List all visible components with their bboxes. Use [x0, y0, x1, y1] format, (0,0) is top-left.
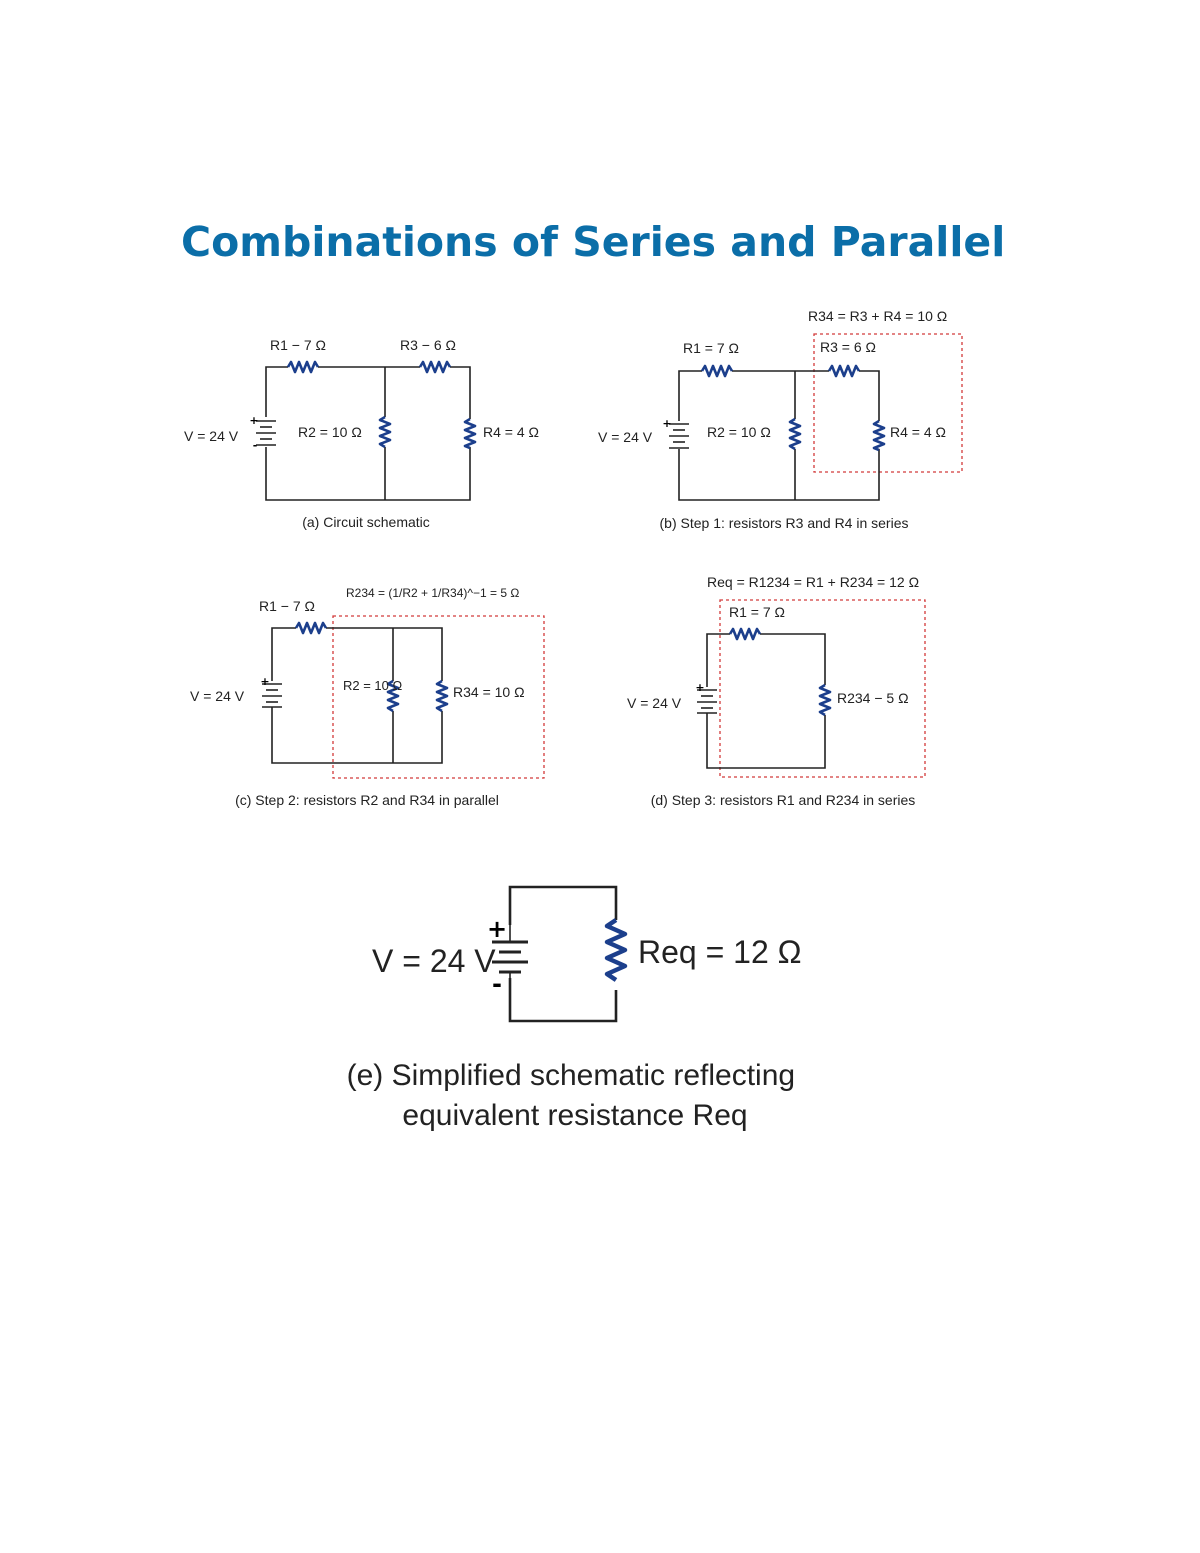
svg-text:+: +	[249, 414, 259, 427]
resistor-r234-symbol	[820, 685, 830, 715]
svg-text:-: -	[492, 970, 502, 998]
label-r1: R1 − 7 Ω	[259, 598, 315, 614]
panel-c	[190, 586, 544, 808]
resistor-r4-symbol	[874, 421, 884, 450]
panel-b	[598, 308, 962, 531]
label-voltage: V = 24 V	[372, 943, 496, 979]
label-voltage: V = 24 V	[627, 695, 682, 711]
svg-text:+: +	[695, 681, 705, 694]
resistor-r1-symbol	[702, 366, 732, 376]
label-r2: R2 = 10 Ω	[343, 678, 403, 693]
svg-text:-: -	[252, 439, 258, 452]
label-req: Req = 12 Ω	[638, 934, 802, 970]
label-r1: R1 = 7 Ω	[683, 340, 739, 356]
svg-text:+: +	[260, 675, 270, 688]
label-r34: R34 = 10 Ω	[453, 684, 525, 700]
label-r234: R234 − 5 Ω	[837, 690, 909, 706]
label-r2: R2 = 10 Ω	[707, 424, 771, 440]
svg-text:+: +	[662, 417, 672, 430]
label-r4: R4 = 4 Ω	[890, 424, 946, 440]
resistor-r1-symbol	[288, 362, 318, 372]
resistor-r34-symbol	[437, 681, 447, 711]
caption-e-line-2: equivalent resistance Req	[402, 1099, 748, 1132]
battery-symbol	[662, 417, 689, 448]
resistor-r3-symbol	[829, 366, 859, 376]
caption-e-line-1: (e) Simplified schematic reflecting	[346, 1059, 796, 1092]
resistor-r3-symbol	[420, 362, 450, 372]
resistor-r1-symbol	[296, 623, 326, 633]
resistor-r2-symbol	[790, 419, 800, 449]
page-title: Combinations of Series and Parallel	[181, 218, 1006, 266]
resistor-r2-symbol	[380, 417, 390, 447]
resistor-req-symbol	[607, 920, 625, 980]
label-voltage: V = 24 V	[184, 428, 239, 444]
caption-e	[347, 1059, 804, 1132]
panel-d	[627, 574, 925, 808]
resistor-r4-symbol	[465, 419, 475, 448]
label-voltage: V = 24 V	[190, 688, 245, 704]
caption-a: (a) Circuit schematic	[302, 514, 430, 530]
label-r1: R1 − 7 Ω	[270, 337, 326, 353]
label-r34-equation: R34 = R3 + R4 = 10 Ω	[808, 308, 948, 324]
caption-d: (d) Step 3: resistors R1 and R234 in series	[650, 792, 916, 808]
label-r1: R1 = 7 Ω	[729, 604, 785, 620]
caption-b: (b) Step 1: resistors R3 and R4 in series	[659, 515, 909, 531]
label-r3: R3 = 6 Ω	[820, 339, 876, 355]
label-voltage: V = 24 V	[598, 429, 653, 445]
battery-symbol	[260, 675, 282, 707]
resistor-r1-symbol	[730, 629, 760, 639]
battery-symbol	[695, 681, 717, 713]
label-r2: R2 = 10 Ω	[298, 424, 362, 440]
panel-e	[347, 887, 804, 1132]
panel-a	[184, 337, 539, 530]
svg-text:+: +	[486, 915, 508, 943]
caption-c: (c) Step 2: resistors R2 and R34 in parallel	[235, 792, 499, 808]
label-r4: R4 = 4 Ω	[483, 424, 539, 440]
label-r234-equation: R234 = (1/R2 + 1/R34)^−1 = 5 Ω	[346, 586, 520, 600]
label-r3: R3 − 6 Ω	[400, 337, 456, 353]
battery-symbol	[249, 414, 276, 452]
label-req-equation: Req = R1234 = R1 + R234 = 12 Ω	[707, 574, 920, 590]
